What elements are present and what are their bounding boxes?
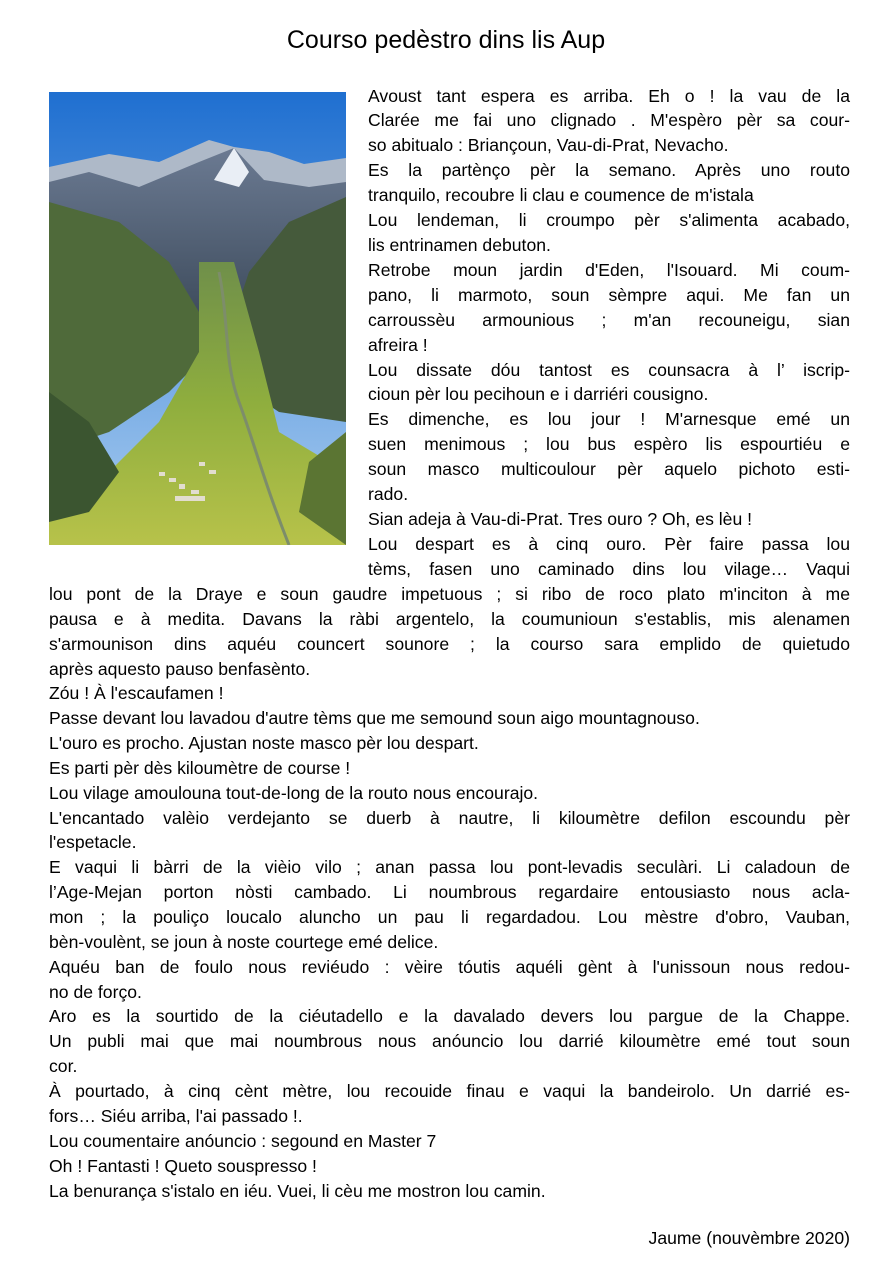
- text-line: Zóu ! À l'escaufamen !: [49, 683, 224, 703]
- text-line: L'ouro es procho. Ajustan noste masco pèr lou despart.: [49, 733, 479, 753]
- text-line: no de forço.: [49, 982, 142, 1002]
- text-line: Lou lendeman, li croumpo pèr s'alimenta acabado,: [368, 210, 850, 230]
- text-line: Lou despart es à cinq ouro. Pèr faire passa lou: [368, 534, 850, 554]
- text-line: s'armounison dins aquéu councert sounore ; la courso sara emplido de quietudo: [49, 634, 850, 654]
- text-line: Avoust tant espera es arriba. Eh o ! la vau de la: [368, 86, 850, 106]
- text-line: tèms, fasen uno caminado dins lou vilage… Vaqui: [368, 559, 850, 579]
- text-line: bèn-voulènt, se joun à noste courtege emé delice.: [49, 932, 439, 952]
- text-line: l'espetacle.: [49, 832, 137, 852]
- text-line: E vaqui li bàrri de la vièio vilo ; anan passa lou pont-levadis seculàri. Li caladoun de: [49, 857, 850, 877]
- text-line: soun masco multicoulour pèr aquelo pichoto esti-: [368, 459, 850, 479]
- article-title: Courso pedèstro dins lis Aup: [286, 26, 606, 54]
- text-line: Oh ! Fantasti ! Queto souspresso !: [49, 1156, 317, 1176]
- text-line: Lou vilage amoulouna tout-de-long de la routo nous encourajo.: [49, 783, 539, 803]
- text-line: La benurança s'istalo en iéu. Vuei, li cèu me mostron lou camin.: [49, 1181, 546, 1201]
- text-line: Retrobe moun jardin d'Eden, l'Isouard. Mi coum-: [368, 260, 850, 280]
- text-line: carroussèu armounious ; m'an recouneigu, sian: [368, 310, 850, 330]
- text-line: cor.: [49, 1056, 78, 1076]
- text-line: mon ; la pouliço loucalo aluncho un pau li regardadou. Lou mèstre d'obro, Vauban,: [49, 907, 850, 927]
- text-line: Lou dissate dóu tantost es counsacra à l’ iscrip-: [368, 360, 850, 380]
- text-line: À pourtado, à cinq cènt mètre, lou recouide finau e vaqui la bandeirolo. Un darrié es-: [49, 1081, 850, 1101]
- text-line: Aquéu ban de foulo nous reviéudo : vèire tóutis aquéli gènt à l'unissoun nous redou-: [49, 957, 850, 977]
- signature: Jaume (nouvèmbre 2020): [648, 1228, 850, 1248]
- text-line: L'encantado valèio verdejanto se duerb à nautre, li kiloumètre defilon escoundu pèr: [49, 808, 850, 828]
- text-line: Aro es la sourtido de la ciéutadello e la davalado devers lou pargue de la Chappe.: [49, 1006, 850, 1026]
- text-line: Un publi mai que mai noumbrous nous anóuncio lou darrié kiloumètre emé tout soun: [49, 1031, 850, 1051]
- text-line: pano, li marmoto, soun sèmpre aqui. Me fan un: [368, 285, 850, 305]
- text-line: lis entrinamen debuton.: [368, 235, 551, 255]
- text-line: so abitualo : Briançoun, Vau-di-Prat, Nevacho.: [368, 135, 729, 155]
- text-line: afreira !: [368, 335, 428, 355]
- text-line: cioun pèr lou pecihoun e i darriéri cousigno.: [368, 384, 709, 404]
- text-line: Sian adeja à Vau-di-Prat. Tres ouro ? Oh, es lèu !: [368, 509, 753, 529]
- text-line: pausa e à medita. Davans la ràbi argentelo, la coumunioun s'establis, mis alenamen: [49, 609, 850, 629]
- text-line: fors… Siéu arriba, l'ai passado !.: [49, 1106, 303, 1126]
- text-line: rado.: [368, 484, 409, 504]
- text-line: suen menimous ; lou bus espèro lis espourtiéu e: [368, 434, 850, 454]
- text-line: Es parti pèr dès kiloumètre de course !: [49, 758, 351, 778]
- mountain-valley-photo: [49, 92, 346, 545]
- text-line: tranquilo, recoubre li clau e coumence de m'istala: [368, 185, 754, 205]
- text-line: Passe devant lou lavadou d'autre tèms que me semound soun aigo mountagnouso.: [49, 708, 700, 728]
- text-line: après aquesto pauso benfasènto.: [49, 659, 311, 679]
- text-line: Es la partènço pèr la semano. Après uno routo: [368, 160, 850, 180]
- text-line: lou pont de la Draye e soun gaudre impetuous ; si ribo de roco plato m'inciton à me: [49, 584, 850, 604]
- text-line: Clarée me fai uno clignado . M'espèro pèr sa cour-: [368, 110, 850, 130]
- text-line: Es dimenche, es lou jour ! M'arnesque emé un: [368, 409, 850, 429]
- text-line: l’Age-Mejan porton nòsti cambado. Li noumbrous regardaire entousiasto nous acla-: [49, 882, 850, 902]
- text-line: Lou coumentaire anóuncio : segound en Master 7: [49, 1131, 437, 1151]
